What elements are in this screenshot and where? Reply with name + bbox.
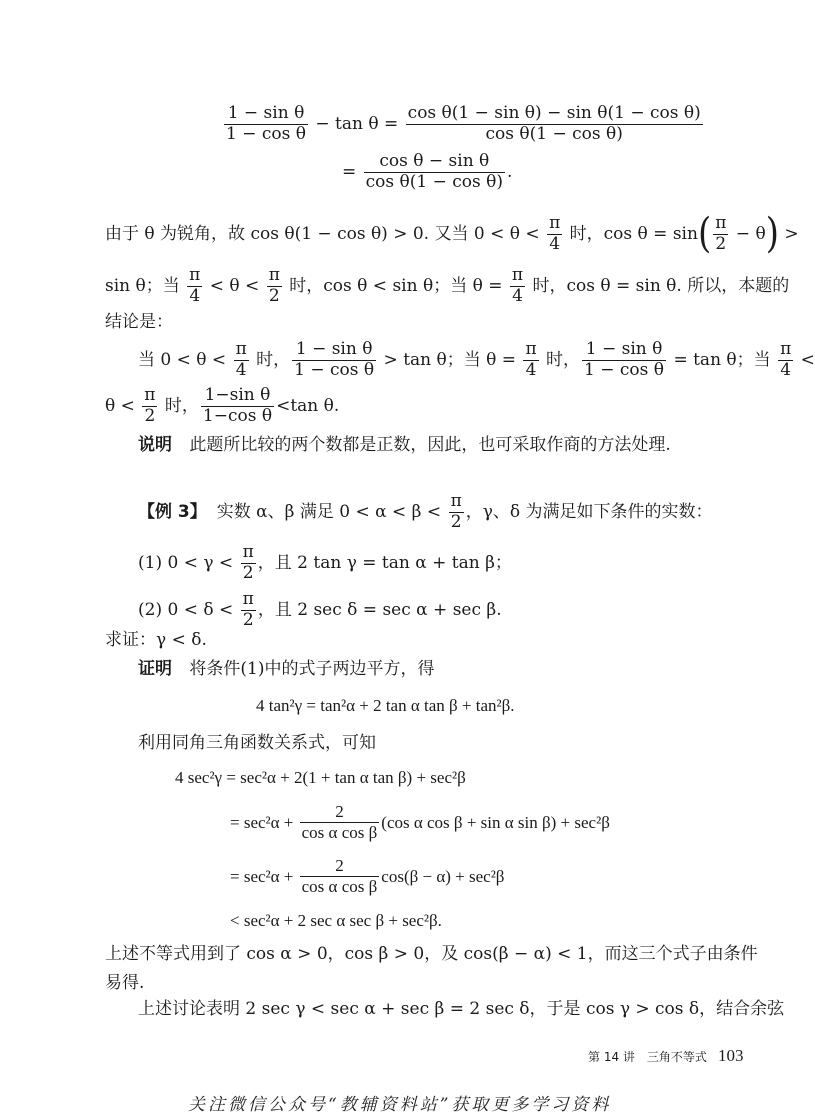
body-text: ，且 2 sec δ = sec α + sec β.: [257, 599, 502, 620]
fraction: [778, 340, 793, 380]
fraction: [234, 340, 249, 380]
fraction-numerator: 2: [300, 856, 380, 877]
fraction: [187, 266, 202, 306]
body-text: 当 0 < θ <: [138, 349, 232, 370]
fraction-numerator: π: [242, 542, 254, 562]
fraction: [449, 492, 464, 532]
fraction-denominator: 1 − cos θ: [226, 123, 306, 144]
fraction: [364, 152, 505, 192]
fraction-denominator: 4: [525, 359, 537, 380]
fraction: [241, 590, 256, 630]
fraction-denominator: 2: [715, 233, 727, 254]
body-text: 上述讨论表明 2 sec γ < sec α + sec β = 2 sec δ，于是 cos γ > cos δ，结合余弦: [138, 999, 785, 1019]
fraction: [582, 340, 666, 380]
equation-tan-squared: 4 tan²γ = tan²α + 2 tan α tan β + tan²β.: [256, 696, 515, 715]
body-text: 实数 α、β 满足 0 < α < β <: [216, 501, 447, 522]
fraction-denominator: 4: [780, 359, 792, 380]
body-text: 时，: [159, 395, 199, 416]
left-paren: (: [697, 210, 712, 259]
condition-1: [138, 543, 512, 583]
body-text: >: [778, 223, 799, 244]
fraction-denominator: 2: [268, 285, 280, 306]
fraction: [300, 802, 380, 842]
body-text: = tan θ；当: [668, 349, 777, 370]
prove-statement: 求证：γ < δ.: [105, 630, 207, 650]
equation-text: − tan θ =: [310, 113, 404, 134]
fraction: [241, 543, 256, 583]
fraction: [142, 386, 157, 426]
fraction-denominator: 4: [235, 359, 247, 380]
fraction-numerator: π: [242, 589, 254, 609]
body-text: < θ <: [204, 275, 265, 296]
body-text: sin θ；当: [105, 275, 186, 296]
body-text: (2) 0 < δ <: [138, 599, 239, 620]
fraction-numerator: π: [268, 265, 280, 285]
body-text: ，且 2 tan γ = tan α + tan β；: [257, 552, 512, 573]
fraction: [224, 104, 308, 144]
equation-text: = sec²α +: [230, 866, 298, 886]
page-footer: [588, 1046, 744, 1066]
fraction-numerator: 1 − sin θ: [292, 340, 376, 361]
fraction-denominator: cos θ(1 − cos θ): [365, 171, 504, 192]
equation-sec-line-3: [230, 856, 504, 896]
body-text: <: [795, 349, 815, 370]
equation-sec-line-4: < sec²α + 2 sec α sec β + sec²β.: [230, 911, 442, 930]
fraction-numerator: π: [450, 491, 462, 511]
equation-sec-line-2: [230, 802, 610, 842]
fraction-numerator: π: [189, 265, 201, 285]
body-text: 时，cos θ = sin: [564, 223, 698, 244]
fraction-denominator: cos α cos β: [301, 876, 378, 896]
body-text: 易得.: [105, 973, 145, 993]
fraction-denominator: 2: [242, 609, 254, 630]
fraction-numerator: 1 − sin θ: [582, 340, 666, 361]
fraction-denominator: 1−cos θ: [202, 405, 273, 426]
fraction-numerator: π: [715, 213, 727, 233]
body-text: (1) 0 < γ <: [138, 552, 239, 573]
fraction-denominator: 1 − cos θ: [584, 359, 665, 380]
paragraph-line: 结论是：: [105, 312, 173, 332]
fraction-denominator: 2: [450, 511, 462, 532]
fraction-numerator: 2: [300, 802, 380, 823]
body-text: θ <: [105, 395, 141, 416]
fraction: [267, 266, 282, 306]
equation-line-2: [342, 152, 512, 192]
fraction-numerator: 1−sin θ: [201, 386, 274, 407]
note-label: 说明: [138, 435, 172, 455]
fraction: [510, 266, 525, 306]
fraction-numerator: cos θ(1 − sin θ) − sin θ(1 − cos θ): [407, 103, 701, 123]
fraction: [406, 104, 703, 144]
note-line: [138, 437, 671, 454]
equation-text: .: [507, 161, 513, 182]
fraction-numerator: π: [235, 339, 247, 359]
fraction-numerator: π: [511, 265, 524, 285]
fraction-denominator: 2: [242, 562, 254, 583]
fraction-numerator: 1 − sin θ: [224, 104, 308, 125]
body-text: > tan θ；当 θ =: [378, 349, 522, 370]
paragraph-line: [105, 266, 789, 306]
body-text: − θ: [730, 223, 766, 244]
fraction: [547, 214, 562, 254]
fraction-denominator: 4: [189, 285, 201, 306]
equation-text: (cos α cos β + sin α sin β) + sec²β: [381, 812, 610, 832]
fraction-numerator: π: [525, 339, 537, 359]
fraction: [523, 340, 538, 380]
note-text: 此题所比较的两个数都是正数，因此，也可采取作商的方法处理.: [189, 435, 671, 455]
fraction-denominator: 2: [144, 405, 156, 426]
fraction-denominator: 4: [512, 285, 523, 306]
fraction-numerator: π: [549, 213, 561, 233]
body-text: 时，cos θ = sin θ. 所以，本题的: [527, 275, 790, 296]
chapter-label: 第 14 讲 三角不等式: [588, 1050, 707, 1064]
fraction: [201, 386, 274, 426]
proof-label: 证明: [138, 659, 172, 679]
body-text: 将条件(1)中的式子两边平方，得: [189, 659, 435, 679]
paragraph-line: [105, 210, 799, 259]
fraction-denominator: 4: [549, 233, 561, 254]
fraction-numerator: cos θ − sin θ: [364, 152, 505, 173]
fraction-denominator: cos α cos β: [301, 822, 378, 842]
equation-text: =: [342, 161, 362, 182]
example-heading: [138, 492, 713, 532]
right-paren: ): [765, 210, 779, 259]
conclusion-line: [105, 386, 339, 426]
fraction-denominator: cos θ(1 − cos θ): [485, 123, 623, 144]
body-text: 利用同角三角函数关系式，可知: [138, 733, 376, 753]
watermark-text: 关注微信公众号“教辅资料站”获取更多学习资料: [188, 1095, 612, 1115]
equation-sec-line-1: 4 sec²γ = sec²α + 2(1 + tan α tan β) + sec²β: [175, 768, 466, 787]
fraction-denominator: 1 − cos θ: [294, 359, 375, 380]
body-text: 上述不等式用到了 cos α > 0，cos β > 0，及 cos(β − α) < 1，而这三个式子由条件: [105, 944, 758, 964]
body-text: 时，: [250, 349, 291, 370]
conclusion-line: [138, 340, 815, 380]
condition-2: [138, 590, 502, 630]
page-number: 103: [718, 1046, 744, 1065]
body-text: ，γ、δ 为满足如下条件的实数：: [465, 501, 713, 522]
fraction: [300, 856, 380, 896]
fraction-numerator: π: [780, 339, 792, 359]
body-text: 由于 θ 为锐角，故 cos θ(1 − cos θ) > 0. 又当 0 < θ <: [105, 223, 546, 244]
equation-line-1: [222, 104, 705, 144]
body-text: 时，: [540, 349, 581, 370]
body-text: <tan θ.: [276, 395, 340, 416]
example-label: 【例 3】: [138, 501, 207, 522]
fraction-numerator: π: [144, 385, 156, 405]
equation-text: cos(β − α) + sec²β: [381, 866, 505, 886]
fraction: [713, 214, 728, 254]
equation-text: = sec²α +: [230, 812, 298, 832]
fraction: [292, 340, 376, 380]
body-text: 时，cos θ < sin θ；当 θ =: [283, 275, 508, 296]
proof-line: [138, 661, 435, 678]
